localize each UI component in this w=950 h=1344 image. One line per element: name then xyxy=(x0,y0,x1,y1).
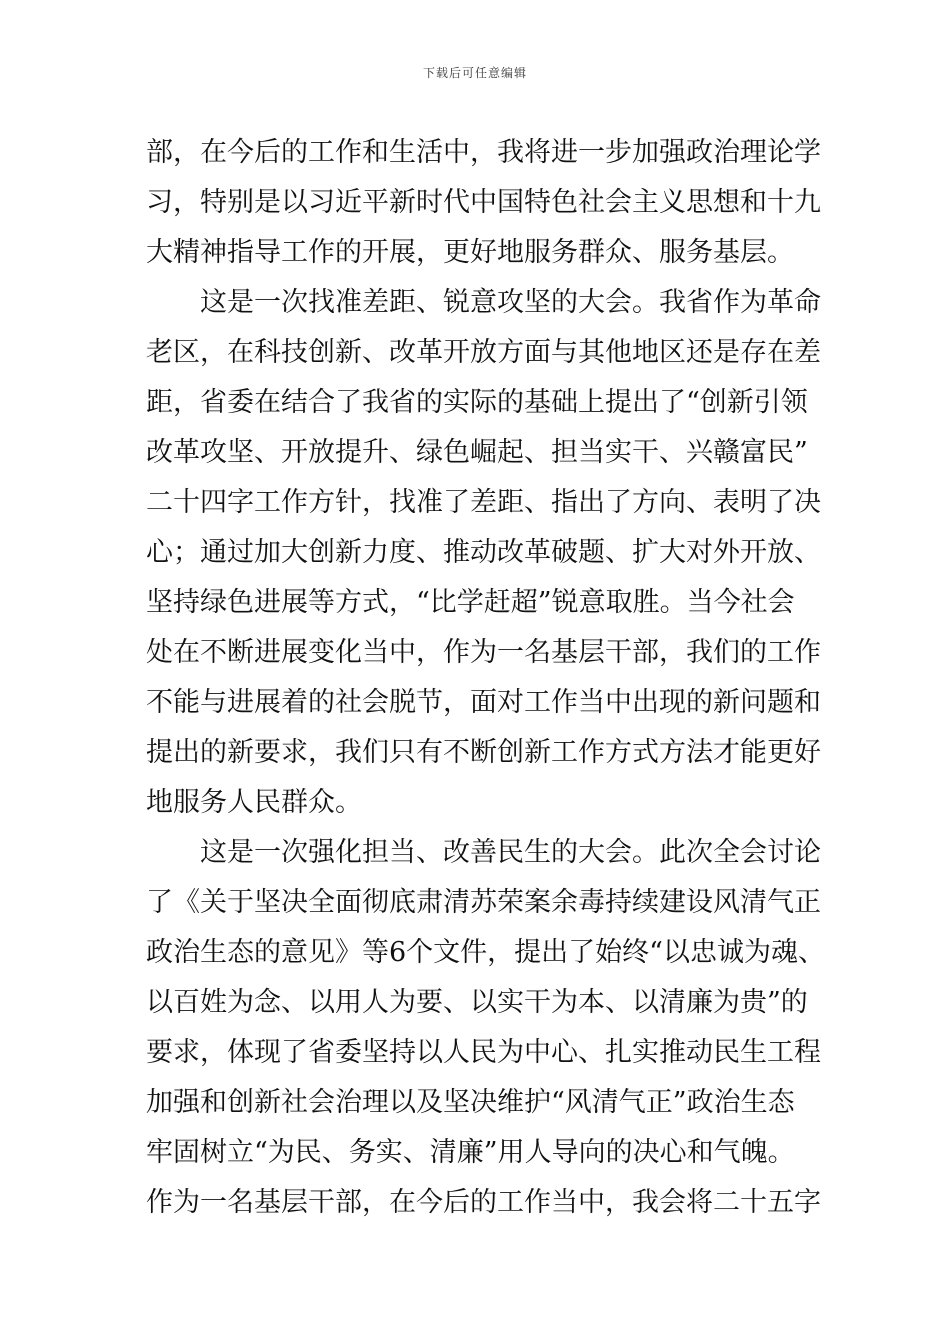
text-line: 距，省委在结合了我省的实际的基础上提出了“创新引领 xyxy=(146,387,808,418)
text-line: 部，在今后的工作和生活中，我将进一步加强政治理论学 xyxy=(146,137,821,168)
text-line: 政治生态的意见》等6个文件，提出了始终“以忠诚为魂、 xyxy=(146,937,825,968)
text-line: 了《关于坚决全面彻底肃清苏荣案余毒持续建设风清气正 xyxy=(146,887,821,918)
text-line: 改革攻坚、开放提升、绿色崛起、担当实干、兴赣富民” xyxy=(146,437,808,468)
text-line: 习，特别是以习近平新时代中国特色社会主义思想和十九 xyxy=(146,187,821,218)
text-line: 地服务人民群众。 xyxy=(146,787,362,818)
text-line: 加强和创新社会治理以及坚决维护“风清气正”政治生态 xyxy=(146,1087,795,1118)
text-line: 坚持绿色进展等方式，“比学赶超”锐意取胜。当今社会 xyxy=(146,587,795,618)
page-header: 下载后可任意编辑 xyxy=(422,66,527,80)
text-line: 以百姓为念、以用人为要、以实干为本、以清廉为贵”的 xyxy=(146,987,808,1018)
text-line: 老区，在科技创新、改革开放方面与其他地区还是存在差 xyxy=(146,337,821,368)
text-line: 提出的新要求，我们只有不断创新工作方式方法才能更好 xyxy=(146,737,821,768)
paragraph-start-line: 这是一次找准差距、锐意攻坚的大会。我省作为革命 xyxy=(200,287,821,318)
text-line: 要求，体现了省委坚持以人民为中心、扎实推动民生工程 xyxy=(146,1037,821,1068)
text-line: 不能与进展着的社会脱节，面对工作当中出现的新问题和 xyxy=(146,687,821,718)
paragraph-start-line: 这是一次强化担当、改善民生的大会。此次全会讨论 xyxy=(200,837,821,868)
document-body xyxy=(146,128,825,1228)
text-line: 大精神指导工作的开展，更好地服务群众、服务基层。 xyxy=(146,237,794,268)
text-line: 心；通过加大创新力度、推动改革破题、扩大对外开放、 xyxy=(146,537,821,568)
text-line: 牢固树立“为民、务实、清廉”用人导向的决心和气魄。 xyxy=(146,1137,795,1168)
text-line: 处在不断进展变化当中，作为一名基层干部，我们的工作 xyxy=(146,637,821,668)
text-line: 作为一名基层干部，在今后的工作当中，我会将二十五字 xyxy=(146,1187,821,1218)
text-line: 二十四字工作方针，找准了差距、指出了方向、表明了决 xyxy=(146,487,821,518)
